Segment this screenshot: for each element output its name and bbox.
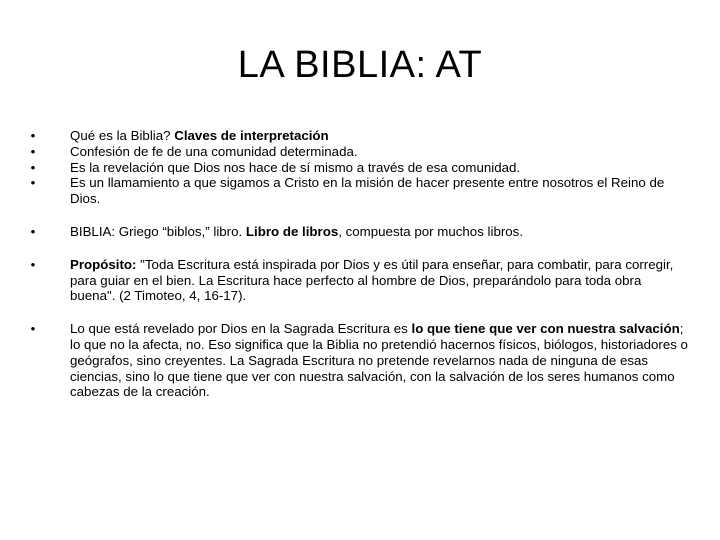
text-run: , compuesta por muchos libros. <box>338 223 524 239</box>
bullet-marker: • <box>30 128 36 143</box>
text-run: Es la revelación que Dios nos hace de sí mismo a través de esa comunidad. <box>70 159 521 175</box>
bold-text-run: Libro de libros <box>245 223 339 239</box>
bullet-text <box>70 321 688 399</box>
bullet-item <box>28 224 688 240</box>
bullet-item <box>28 128 688 144</box>
bullet-item <box>28 321 688 400</box>
text-run: Lo que está revelado por Dios en la Sagrada Escritura es <box>70 321 412 337</box>
bullet-text <box>70 144 358 159</box>
bold-text-run: lo que tiene que ver con nuestra salvación <box>411 321 680 337</box>
bullet-text <box>70 128 329 143</box>
bullet-text <box>70 224 523 239</box>
text-run: Confesión de fe de una comunidad determinada. <box>70 143 358 159</box>
bullet-marker: • <box>30 256 36 272</box>
bullet-item <box>28 160 688 176</box>
bullet-item <box>28 257 688 304</box>
slide-title: LA BIBLIA: AT <box>237 44 483 86</box>
bullet-marker: • <box>30 159 36 175</box>
bullet-marker: • <box>30 143 36 159</box>
bold-text-run: Propósito: <box>70 256 137 272</box>
bullet-text <box>70 160 520 175</box>
bold-text-run: Claves de interpretación <box>174 128 329 143</box>
bullet-text <box>70 257 673 304</box>
text-run: "Toda Escritura está inspirada por Dios y es útil para enseñar, para combatir, para corregir, para guiar en el bien. La Escritura hace perfecto al hombre de Dios, preparándolo para toda obra buena". (2 Timoteo, 4, 16-17). <box>70 256 674 304</box>
bullet-item <box>28 144 688 160</box>
bullet-marker: • <box>30 175 36 191</box>
text-run: Qué es la Biblia? <box>70 128 175 143</box>
bullet-list <box>28 128 688 400</box>
bullet-marker: • <box>30 321 36 337</box>
bullet-item <box>28 175 688 207</box>
text-run: BIBLIA: Griego “biblos,” libro. <box>70 223 246 239</box>
text-run: Es un llamamiento a que sigamos a Cristo en la misión de hacer presente entre nosotros el Reino de Dios. <box>70 175 665 207</box>
text-run: ; lo que no la afecta, no. Eso significa que la Biblia no pretendió hacernos físicos, biólogos, historiadores o geógrafos, sino creyentes. La Sagrada Escritura no pretende revelarnos nada de ninguna de esas ciencias, sino lo que tiene que ver con nuestra salvación, con la salvación de los seres humanos como cabezas de la creación. <box>70 321 688 400</box>
bullet-text <box>70 175 664 206</box>
bullet-marker: • <box>30 223 36 239</box>
